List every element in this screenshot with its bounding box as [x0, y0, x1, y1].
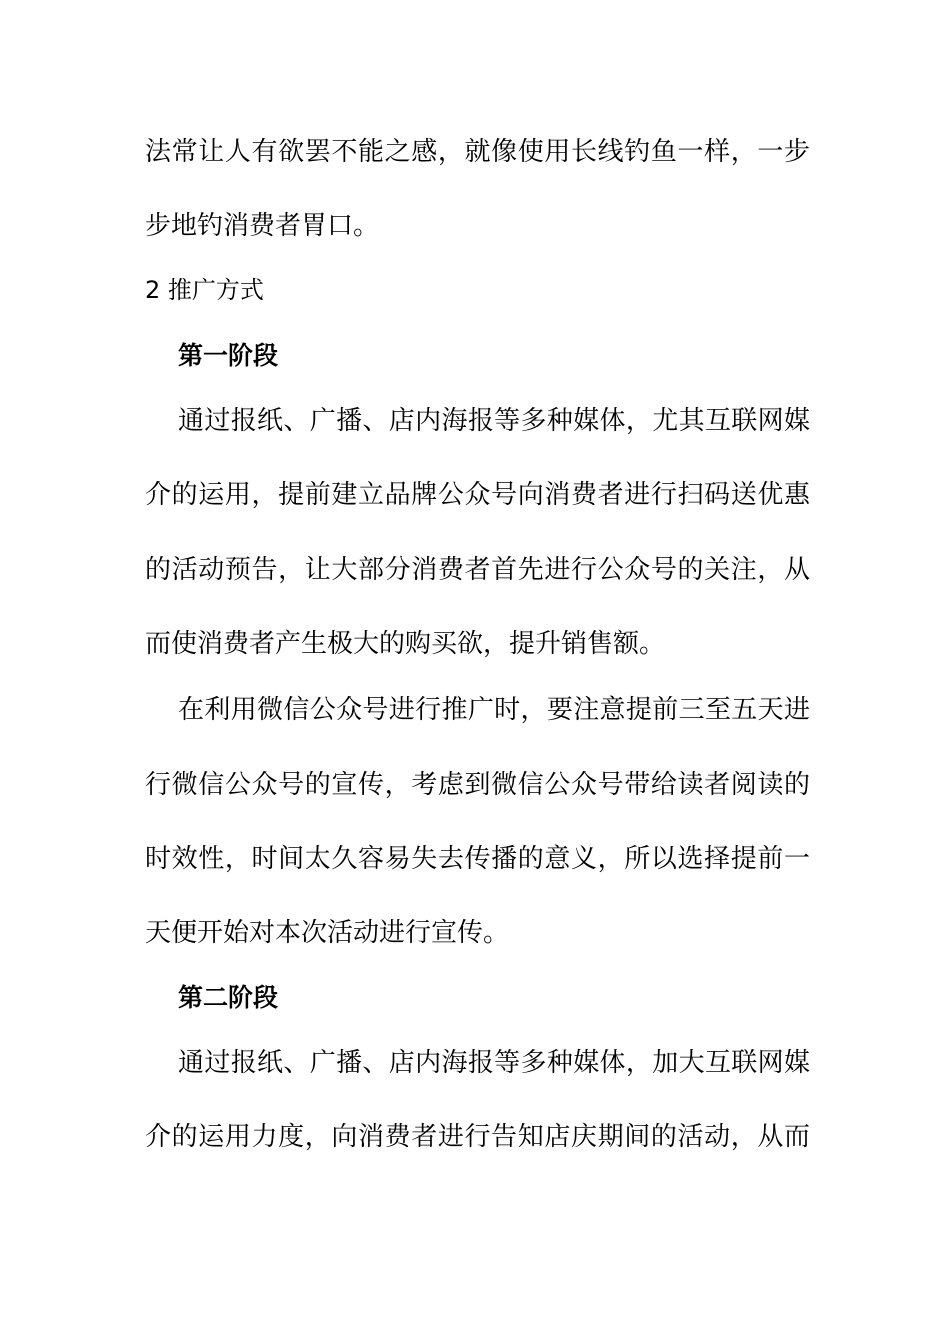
stage2-p1-line-1: 通过报纸、广播、店内海报等多种媒体，加大互联网媒 [178, 1048, 810, 1078]
stage1-p2-line-1: 在利用微信公众号进行推广时，要注意提前三至五天进 [178, 695, 810, 725]
stage1-p1-line-1: 通过报纸、广播、店内海报等多种媒体，尤其互联网媒 [178, 406, 810, 436]
stage1-p1-line-3: 的活动预告，让大部分消费者首先进行公众号的关注，从 [145, 555, 810, 585]
stage1-p1-line-4: 而使消费者产生极大的购买欲，提升销售额。 [145, 629, 666, 659]
stage1-p2-line-2: 行微信公众号的宣传，考虑到微信公众号带给读者阅读的 [145, 770, 810, 800]
stage1-p2-line-4: 天便开始对本次活动进行宣传。 [145, 918, 510, 948]
stage1-p2-line-3: 时效性，时间太久容易失去传播的意义，所以选择提前一 [145, 844, 810, 874]
stage2-p1-line-2: 介的运用力度，向消费者进行告知店庆期间的活动，从而 [145, 1122, 810, 1152]
section-title: 2 推广方式 [145, 276, 264, 304]
stage2-heading: 第二阶段 [178, 983, 279, 1012]
continuation-line-1: 法常让人有欲罢不能之感，就像使用长线钓鱼一样，一步 [145, 137, 810, 167]
continuation-line-2: 步地钓消费者胃口。 [145, 211, 380, 241]
stage1-p1-line-2: 介的运用，提前建立品牌公众号向消费者进行扫码送优惠 [145, 480, 810, 510]
stage1-heading: 第一阶段 [178, 341, 279, 370]
